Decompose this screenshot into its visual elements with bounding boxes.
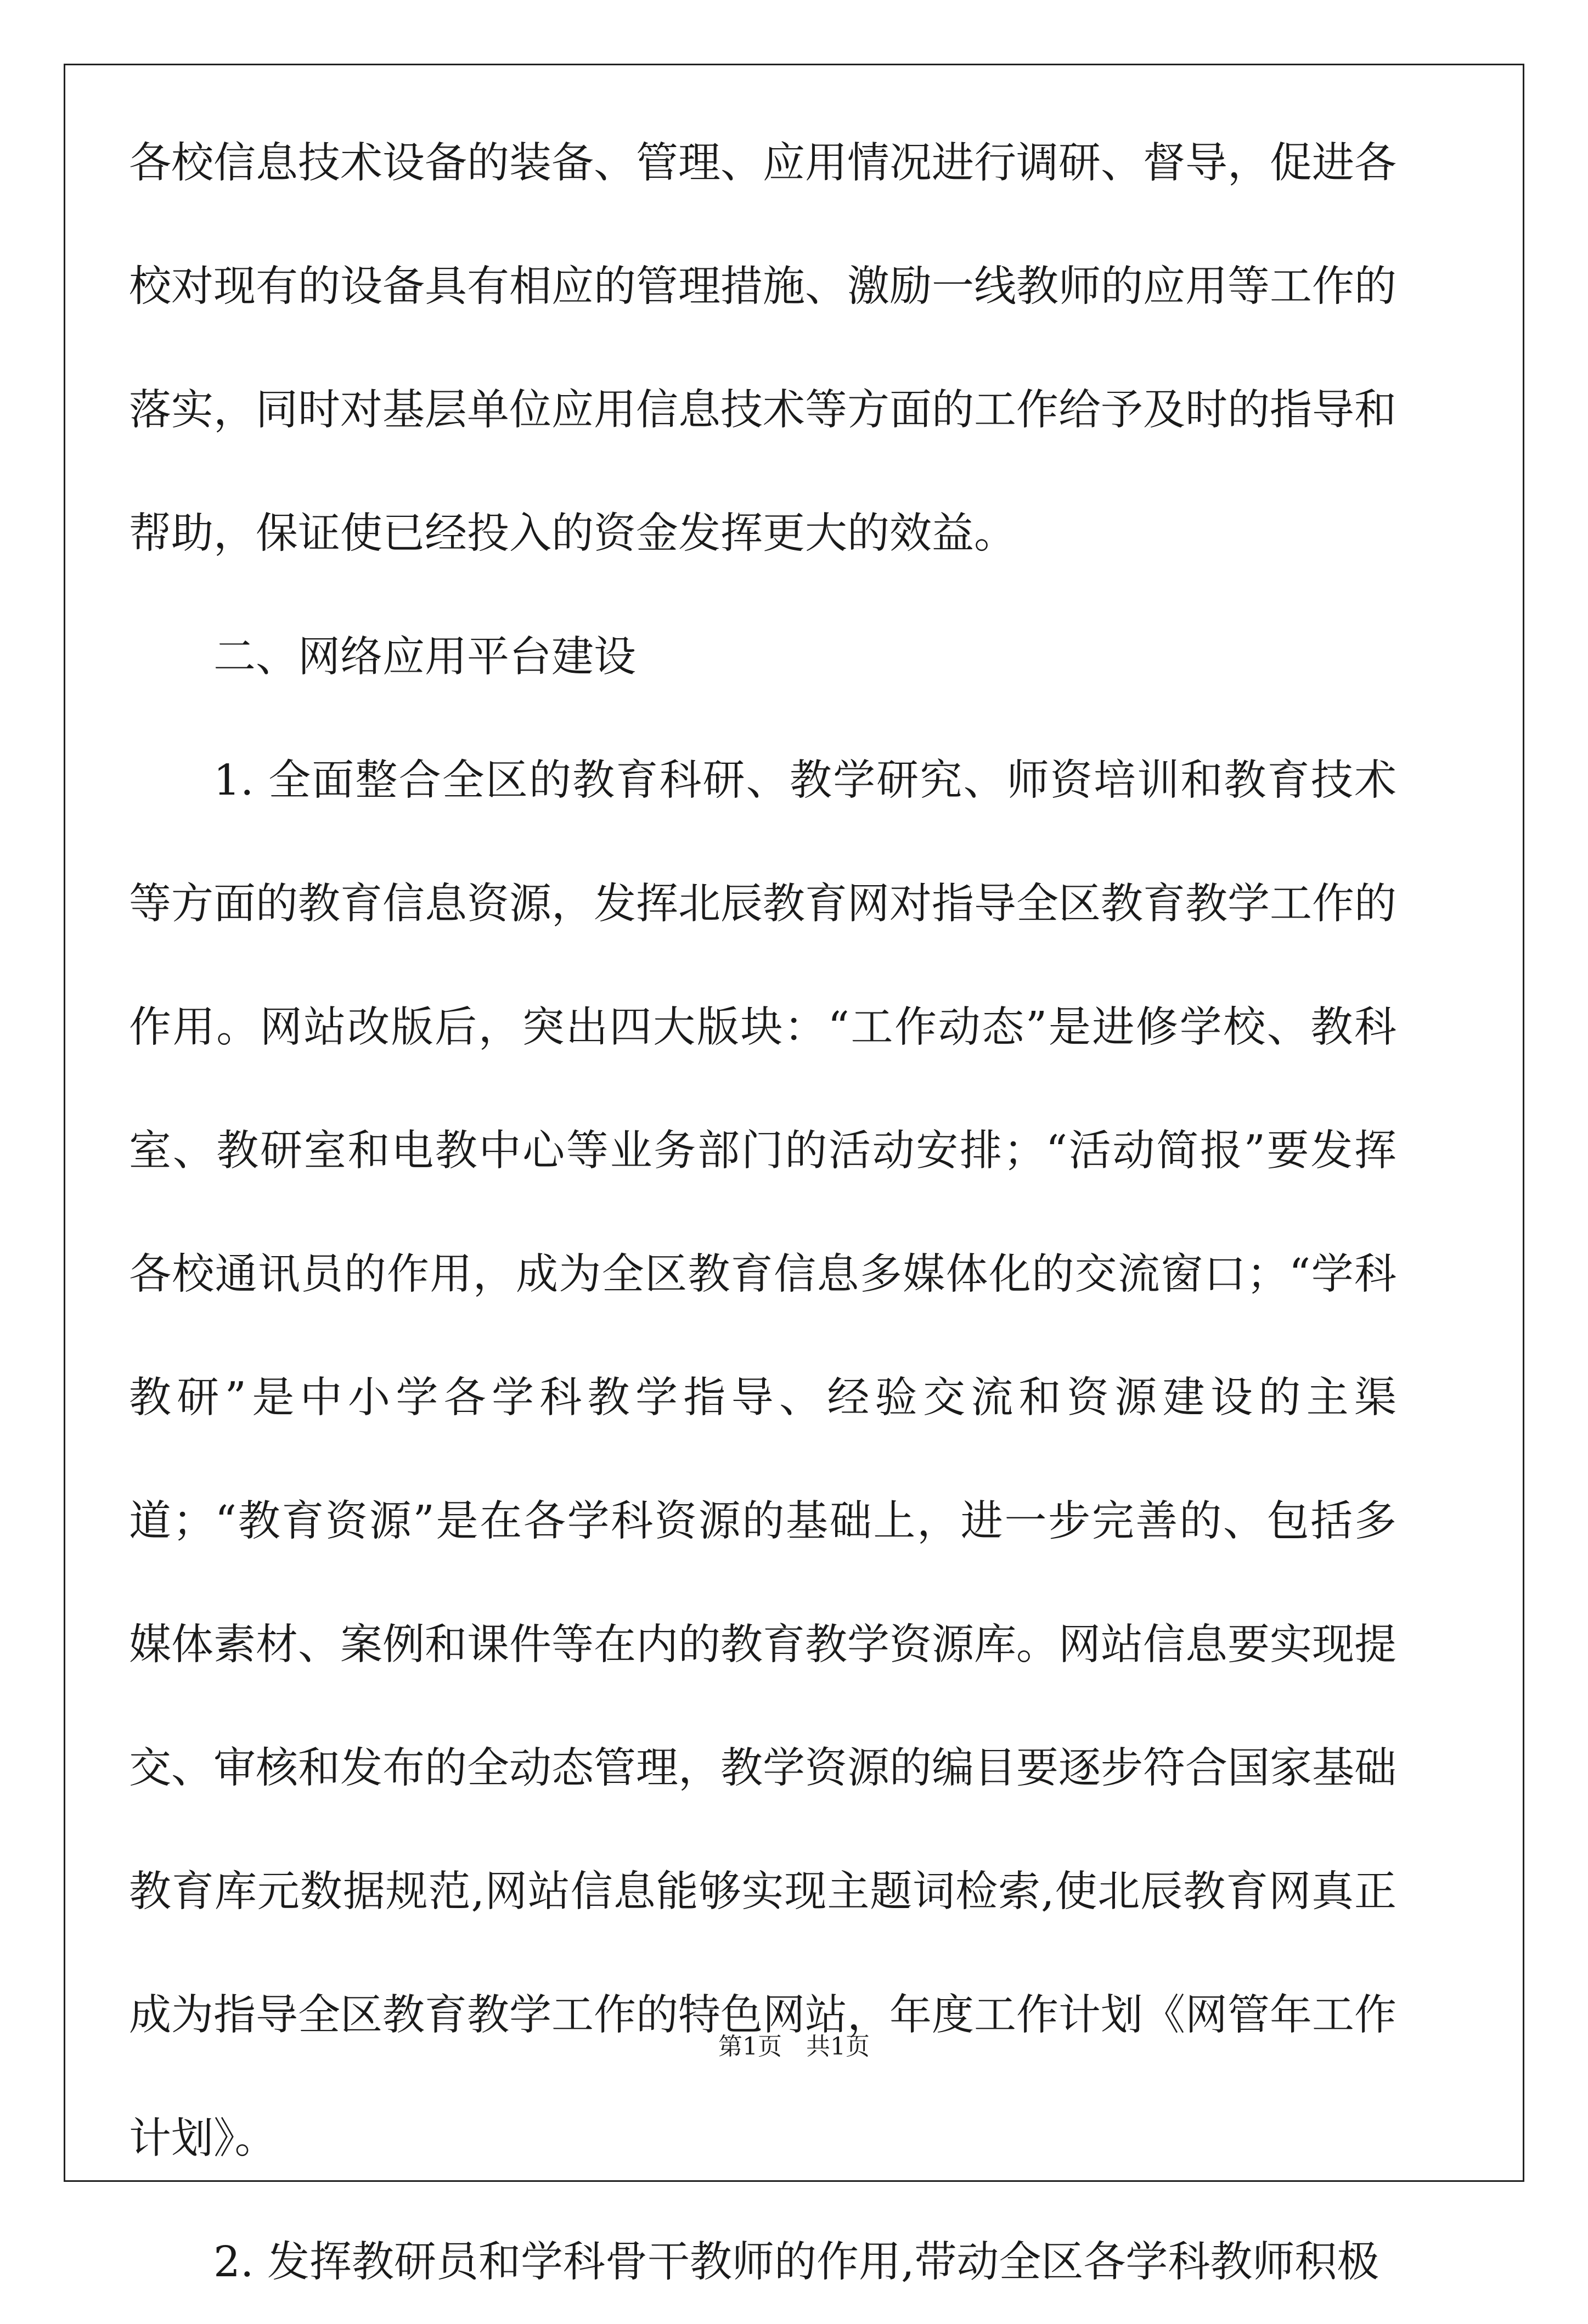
paragraph-item-1: 1. 全面整合全区的教育科研、教学研究、师资培训和教育技术等方面的教育信息资源，发挥北辰教育网对指导全区教育教学工作的作用。网站改版后，突出四大版块：“工作动态”是进修学校、教科室、教研室和电教中心等业务部门的活动安排；“活动简报”要发挥各校通讯员的作用，成为全区教育信息多媒体化的交流窗口；“学科教研”是中小学各学科教学指导、经验交流和资源建设的主渠道；“教育资源”是在各学科资源的基础上，进一步完善的、包括多媒体素材、案例和课件等在内的教育教学资源库。网站信息要实现提交、审核和发布的全动态管理，教学资源的编目要逐步符合国家基础教育库元数据规范,网站信息能够实现主题词检索,使北辰教育网真正成为指导全区教育教学工作的特色网站，年度工作计划《网管年工作计划》。: [129, 756, 1396, 2163]
paragraph-item-2: 2. 发挥教研员和学科骨干教师的作用,带动全区各学科教师积极: [213, 2238, 1379, 2287]
page-footer: 第1页 共1页: [718, 2033, 870, 2061]
paragraph-intro-continued: 各校信息技术设备的装备、管理、应用情况进行调研、督导，促进各校对现有的设备具有相应的管理措施、激励一线教师的应用等工作的落实，同时对基层单位应用信息技术等方面的工作给予及时的指导和帮助，保证使已经投入的资金发挥更大的效益。: [129, 139, 1396, 558]
section-heading: 二、网络应用平台建设: [213, 633, 636, 682]
document-body: [129, 102, 1396, 2324]
